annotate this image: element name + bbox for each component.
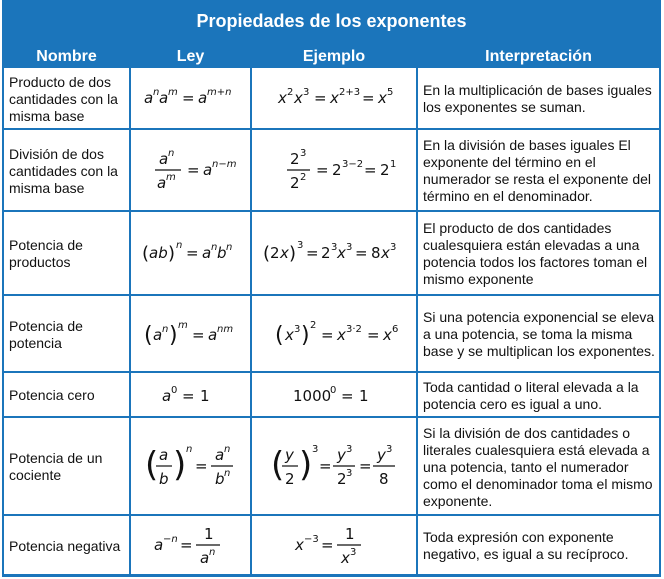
- svg-text:2: 2: [332, 161, 342, 179]
- svg-text:x: x: [285, 325, 294, 344]
- svg-text:=: =: [341, 386, 354, 405]
- svg-text:(: (: [271, 445, 285, 485]
- svg-text:(: (: [144, 445, 158, 485]
- row-5-example: [252, 418, 416, 514]
- svg-text:2: 2: [310, 319, 317, 331]
- svg-text:n: n: [210, 242, 217, 253]
- svg-text:3: 3: [294, 323, 301, 335]
- svg-text:=: =: [181, 89, 195, 107]
- svg-text:6: 6: [392, 323, 399, 335]
- svg-text:3: 3: [297, 240, 304, 251]
- svg-text:a: a: [197, 89, 207, 107]
- header-interpretacion: Interpretación: [418, 45, 659, 69]
- svg-text:x: x: [337, 244, 346, 262]
- svg-text:): ): [172, 445, 186, 485]
- row-6-law: [131, 516, 250, 574]
- svg-text:1: 1: [390, 159, 397, 170]
- row-3-name: Potencia de potencia: [4, 296, 129, 371]
- svg-text:n: n: [161, 323, 168, 335]
- svg-text:n: n: [175, 240, 182, 251]
- row-3-example-formula: [269, 316, 399, 352]
- svg-text:1: 1: [359, 386, 369, 405]
- row-5-example-formula: [269, 438, 399, 494]
- svg-text:2: 2: [290, 150, 300, 168]
- svg-text:=: =: [319, 457, 332, 475]
- row-3-example: [252, 296, 416, 371]
- row-0-example-formula: [264, 83, 404, 113]
- svg-text:n: n: [223, 468, 230, 479]
- exponent-properties-table: [2, 0, 661, 577]
- svg-text:y: y: [377, 446, 386, 464]
- row-6-example-formula: [289, 520, 379, 570]
- row-1-example-formula: [274, 145, 397, 195]
- svg-text:(: (: [263, 243, 271, 264]
- svg-text:a: a: [207, 325, 217, 344]
- svg-text:1000: 1000: [293, 386, 332, 405]
- svg-text:2+3: 2+3: [339, 87, 361, 98]
- row-1-interpretation: En la división de bases iguales El exponente del término en el numerador se resta el exponente del término en el denominador.: [418, 130, 659, 210]
- row-0-name: Producto de dos cantidades con la misma base: [4, 68, 129, 128]
- svg-text:): ): [299, 445, 313, 485]
- row-6-interpretation: Toda expresión con exponente negativo, es igual a su recíproco.: [418, 516, 659, 574]
- svg-text:=: =: [359, 457, 372, 475]
- svg-text:3: 3: [300, 148, 307, 159]
- svg-text:x: x: [383, 325, 392, 344]
- svg-text:x: x: [337, 325, 346, 344]
- svg-text:8: 8: [379, 470, 389, 488]
- svg-text:a: a: [161, 386, 171, 405]
- svg-text:a: a: [214, 446, 224, 464]
- svg-text:(: (: [275, 322, 284, 348]
- svg-text:n: n: [223, 444, 230, 455]
- svg-text:2: 2: [290, 174, 300, 192]
- svg-text:3: 3: [350, 547, 357, 558]
- svg-text:8: 8: [371, 244, 381, 262]
- row-4-name: Potencia cero: [4, 373, 129, 416]
- svg-text:=: =: [306, 244, 319, 262]
- svg-text:3: 3: [346, 242, 353, 253]
- svg-text:3: 3: [312, 444, 319, 455]
- svg-text:2: 2: [300, 172, 307, 183]
- row-1-law: [131, 130, 250, 210]
- svg-text:x: x: [330, 89, 339, 107]
- svg-text:3·2: 3·2: [346, 323, 362, 335]
- svg-text:a: a: [201, 244, 211, 262]
- svg-text:x: x: [378, 89, 387, 107]
- svg-text:b: b: [216, 244, 227, 262]
- svg-text:y: y: [337, 446, 346, 464]
- row-5-interpretation: Si la división de dos cantidades o literales cualesquiera está elevada a una potencia, tanto el numerador como el denominador toma el mismo exponente.: [418, 418, 659, 514]
- svg-text:=: =: [181, 386, 195, 405]
- svg-text:n−m: n−m: [211, 159, 236, 170]
- svg-text:m: m: [165, 172, 176, 183]
- svg-text:a: a: [202, 161, 212, 179]
- svg-text:x: x: [280, 244, 289, 262]
- row-3-law: [131, 296, 250, 371]
- svg-text:x: x: [295, 536, 304, 554]
- svg-text:(: (: [143, 322, 153, 348]
- svg-text:=: =: [364, 161, 377, 179]
- svg-text:2: 2: [337, 470, 347, 488]
- svg-text:nm: nm: [216, 323, 233, 335]
- svg-text:ab: ab: [148, 244, 168, 262]
- row-2-interpretation: El producto de dos cantidades cualesquiera están elevadas a una potencia todos los factores toman el mismo exponente: [418, 212, 659, 294]
- svg-text:): ): [168, 322, 178, 348]
- svg-text:a: a: [158, 150, 168, 168]
- svg-text:=: =: [314, 89, 327, 107]
- row-2-law: [131, 212, 250, 294]
- table-title: Propiedades de los exponentes: [196, 10, 467, 31]
- svg-text:3: 3: [386, 444, 393, 455]
- row-3-interpretation: Si una potencia exponencial se eleva a una potencia, se toma la misma base y se multiplican los exponentes.: [418, 296, 659, 371]
- svg-text:m: m: [167, 87, 178, 98]
- svg-text:x: x: [294, 89, 303, 107]
- svg-text:=: =: [316, 161, 329, 179]
- svg-text:5: 5: [387, 87, 394, 98]
- row-0-interpretation: En la multiplicación de bases iguales los exponentes se suman.: [418, 68, 659, 128]
- svg-text:): ): [301, 322, 310, 348]
- row-2-example-formula: [259, 238, 409, 268]
- svg-text:a: a: [143, 89, 153, 107]
- svg-text:=: =: [321, 536, 334, 554]
- svg-text:3: 3: [303, 87, 310, 98]
- svg-text:b: b: [214, 470, 225, 488]
- svg-text:−n: −n: [162, 534, 178, 545]
- svg-text:=: =: [355, 244, 368, 262]
- svg-text:): ): [289, 243, 297, 264]
- svg-text:n: n: [152, 87, 159, 98]
- svg-text:): ): [167, 243, 175, 264]
- row-2-name: Potencia de productos: [4, 212, 129, 294]
- svg-text:2: 2: [287, 87, 294, 98]
- svg-text:a: a: [199, 549, 209, 567]
- row-6-example: [252, 516, 416, 574]
- svg-text:x: x: [381, 244, 390, 262]
- svg-text:a: a: [158, 446, 168, 464]
- row-0-law-formula: [136, 83, 246, 113]
- row-1-example: [252, 130, 416, 210]
- row-2-law-formula: [136, 238, 246, 268]
- svg-text:=: =: [367, 325, 380, 344]
- svg-text:n: n: [167, 148, 174, 159]
- svg-text:a: a: [152, 325, 162, 344]
- svg-text:3: 3: [390, 242, 397, 253]
- row-1-name: División de dos cantidades con la misma base: [4, 130, 129, 210]
- svg-text:3: 3: [346, 444, 353, 455]
- svg-text:2: 2: [321, 244, 331, 262]
- svg-text:3: 3: [331, 242, 338, 253]
- svg-text:=: =: [362, 89, 375, 107]
- row-5-name: Potencia de un cociente: [4, 418, 129, 514]
- svg-text:=: =: [194, 457, 208, 475]
- svg-text:0: 0: [170, 384, 177, 396]
- row-4-law-formula: [156, 381, 226, 409]
- row-1-law-formula: [141, 145, 241, 195]
- row-2-example: [252, 212, 416, 294]
- svg-text:=: =: [186, 161, 200, 179]
- svg-text:a: a: [156, 174, 166, 192]
- row-4-example-formula: [289, 381, 379, 409]
- row-6-name: Potencia negativa: [4, 516, 129, 574]
- svg-text:1: 1: [199, 386, 210, 405]
- svg-text:a: a: [158, 89, 168, 107]
- svg-text:y: y: [285, 446, 294, 464]
- svg-text:=: =: [185, 244, 199, 262]
- svg-text:(: (: [141, 243, 149, 264]
- svg-text:1: 1: [203, 525, 214, 543]
- svg-text:x: x: [278, 89, 287, 107]
- row-0-law: [131, 68, 250, 128]
- row-6-law-formula: [146, 520, 236, 570]
- svg-text:n: n: [225, 242, 232, 253]
- svg-text:2: 2: [285, 470, 295, 488]
- header-ley: Ley: [131, 45, 250, 69]
- row-5-law: [131, 418, 250, 514]
- row-4-law: [131, 373, 250, 416]
- row-4-example: [252, 373, 416, 416]
- svg-text:3: 3: [346, 468, 353, 479]
- svg-text:1: 1: [345, 525, 355, 543]
- svg-text:=: =: [179, 536, 193, 554]
- svg-text:0: 0: [330, 384, 337, 396]
- svg-text:n: n: [185, 444, 192, 455]
- svg-text:−3: −3: [304, 534, 319, 545]
- svg-text:m: m: [177, 319, 188, 331]
- header-nombre: Nombre: [4, 45, 129, 69]
- svg-text:n: n: [208, 547, 215, 558]
- row-3-law-formula: [136, 316, 246, 352]
- row-4-interpretation: Toda cantidad o literal elevada a la potencia cero es igual a uno.: [418, 373, 659, 416]
- svg-text:3−2: 3−2: [342, 159, 364, 170]
- row-5-law-formula: [139, 438, 243, 494]
- header-ejemplo: Ejemplo: [252, 45, 416, 69]
- svg-text:=: =: [321, 325, 334, 344]
- svg-text:=: =: [191, 325, 205, 344]
- row-0-example: [252, 68, 416, 128]
- svg-text:2: 2: [380, 161, 390, 179]
- svg-text:m+n: m+n: [206, 87, 231, 98]
- svg-text:a: a: [153, 536, 163, 554]
- svg-text:x: x: [341, 549, 350, 567]
- svg-text:b: b: [158, 470, 169, 488]
- svg-text:2: 2: [270, 244, 280, 262]
